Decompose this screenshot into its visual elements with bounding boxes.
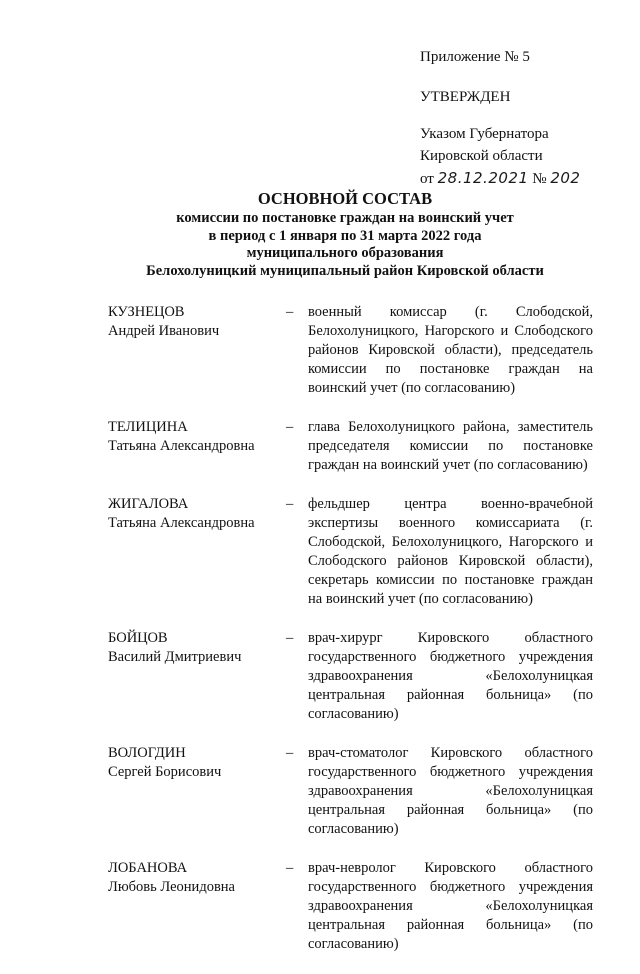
heading-line-3: муниципального образования (246, 245, 444, 261)
member-role: врач-хирург Кировского областного государственного бюджетного учреждения здравоохранения «Белохолуницкая центральная районная больница» (по согласованию) (308, 630, 593, 722)
member-row (108, 629, 593, 724)
member-role: глава Белохолуницкого района, заместитель председателя комиссии по постановке граждан на воинский учет (по согласованию) (308, 419, 593, 473)
document-title: ОСНОВНОЙ СОСТАВ (257, 189, 433, 208)
heading-line-4: Белохолуницкий муниципальный район Кировской области (146, 262, 544, 279)
member-role: фельдшер центра военно-врачебной экспертизы военного комиссариата (г. Слободской, Белохолуницкого, Нагорского и Слободского районов Кировской области), секретарь комиссии по постановке граждан на воинский учет (по согласованию) (308, 496, 593, 607)
member-role: военный комиссар (г. Слободской, Белохолуницкого, Нагорского и Слободского районов Кировской области), председатель комиссии по постановке граждан на воинский учет (по согласованию) (308, 304, 593, 396)
member-dash: – (286, 304, 294, 320)
heading-line-1: комиссии по постановке граждан на воинский учет (176, 210, 514, 226)
decree-date-line (420, 167, 620, 190)
member-surname: ЛОБАНОВА (108, 860, 188, 876)
member-row (108, 859, 593, 954)
approved-label: УТВЕРЖДЕН (420, 89, 511, 105)
member-surname: ВОЛОГДИН (108, 745, 186, 761)
member-role: врач-стоматолог Кировского областного государственного бюджетного учреждения здравоохранения «Белохолуницкая центральная районная больница» (по согласованию) (308, 745, 593, 837)
member-row (108, 744, 593, 839)
approval-block (420, 46, 620, 190)
member-name: Андрей Иванович (108, 323, 220, 339)
members-list (108, 303, 593, 974)
member-name: Любовь Леонидовна (108, 879, 235, 895)
member-dash: – (286, 745, 294, 761)
handwritten-date: 28.12.2021 (437, 169, 529, 187)
member-role: врач-невролог Кировского областного государственного бюджетного учреждения здравоохранения «Белохолуницкая центральная районная больница» (по согласованию) (308, 860, 593, 952)
member-person (108, 495, 286, 609)
member-person (108, 303, 286, 398)
member-surname: ТЕЛИЦИНА (108, 419, 188, 435)
number-label: № (532, 171, 547, 187)
from-label: от (420, 171, 434, 187)
member-surname: КУЗНЕЦОВ (108, 304, 185, 320)
member-person (108, 744, 286, 839)
member-surname: БОЙЦОВ (108, 630, 168, 646)
member-name: Сергей Борисович (108, 764, 222, 780)
member-person (108, 629, 286, 724)
member-person (108, 859, 286, 954)
heading-line-2: в период с 1 января по 31 марта 2022 года (208, 227, 482, 244)
decree-line-1: Указом Губернатора (420, 126, 549, 142)
member-name: Василий Дмитриевич (108, 649, 242, 665)
member-dash: – (286, 630, 294, 646)
member-person (108, 418, 286, 475)
appendix-label: Приложение № 5 (420, 49, 530, 65)
member-row (108, 418, 593, 475)
member-row (108, 303, 593, 398)
member-name: Татьяна Александровна (108, 438, 255, 454)
member-name: Татьяна Александровна (108, 515, 255, 531)
member-dash: – (286, 496, 294, 512)
decree-line-2: Кировской области (420, 148, 543, 164)
handwritten-number: 202 (550, 169, 581, 187)
document-heading (100, 188, 590, 280)
member-dash: – (286, 419, 294, 435)
member-row (108, 495, 593, 609)
member-dash: – (286, 860, 294, 876)
member-surname: ЖИГАЛОВА (108, 496, 189, 512)
